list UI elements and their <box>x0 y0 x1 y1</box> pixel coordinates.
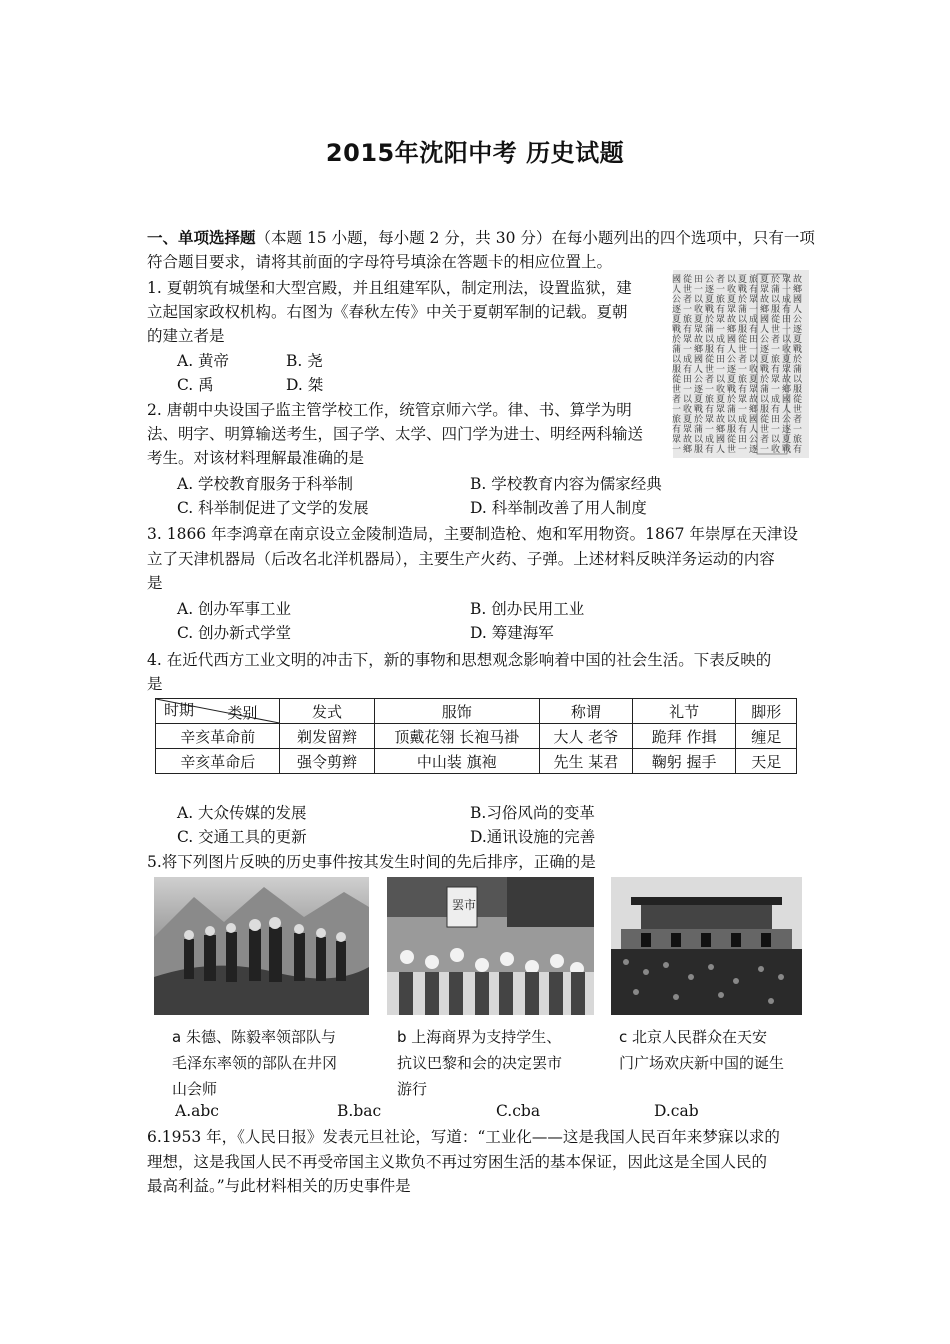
scan-glyph: 逐 <box>694 385 704 395</box>
scan-glyph: 以 <box>782 335 792 345</box>
scan-glyph: 一 <box>705 425 715 435</box>
scan-glyph: 服 <box>705 345 715 355</box>
q3-option-d[interactable]: D. 筹建海军 <box>470 624 554 642</box>
scan-glyph: 人 <box>727 345 737 355</box>
caption-line: 山会师 <box>172 1080 218 1098</box>
q6-stem-line: 6.1953 年，《人民日报》发表元旦社论，写道：“工业化——这是我国人民百年来梦寐以求的 <box>147 1128 780 1146</box>
scan-glyph: 人 <box>749 425 759 435</box>
scan-glyph: 眾 <box>705 415 715 425</box>
scan-glyph: 以 <box>727 275 737 285</box>
scan-glyph: 於 <box>793 355 803 365</box>
scan-glyph: 鄉 <box>694 345 704 355</box>
q1-stem-line: 1. 夏朝筑有城堡和大型宫殿，并且组建军队，制定刑法，设置监狱，建 <box>147 279 632 297</box>
scan-glyph: 鄉 <box>683 445 693 455</box>
scan-glyph: 眾 <box>672 435 682 445</box>
scan-glyph: 者 <box>672 395 682 405</box>
q3-stem-line: 3. 1866 年李鸿章在南京设立金陵制造局，主要制造枪、炮和军用物资。1867 年崇厚在天津设 <box>147 525 798 543</box>
q3-option-a[interactable]: A. 创办军事工业 <box>177 600 292 618</box>
scan-glyph: 國 <box>727 335 737 345</box>
scan-glyph: 世 <box>793 405 803 415</box>
scan-glyph: 有 <box>716 305 726 315</box>
scan-glyph: 從 <box>771 315 781 325</box>
scan-glyph: 一 <box>716 285 726 295</box>
scan-glyph: 者 <box>793 415 803 425</box>
q2-stem-line: 法、明字、明算输送考生，国子学、太学、四门学为进士、明经两科输送 <box>147 425 644 443</box>
table-cell: 天足 <box>736 749 797 774</box>
scan-glyph: 公 <box>793 315 803 325</box>
scan-glyph: 眾 <box>683 425 693 435</box>
table-header-row <box>156 699 797 724</box>
scan-glyph: 世 <box>705 365 715 375</box>
q2-option-c[interactable]: C. 科举制促进了文学的发展 <box>177 499 369 517</box>
caption-line: 抗议巴黎和会的决定罢市 <box>397 1054 563 1072</box>
scan-glyph: 國 <box>782 395 792 405</box>
scan-glyph: 公 <box>672 295 682 305</box>
scan-glyph: 從 <box>672 375 682 385</box>
scan-glyph: 戰 <box>782 445 792 455</box>
scan-glyph: 服 <box>727 425 737 435</box>
scan-glyph: 眾 <box>782 275 792 285</box>
scan-glyph: 夏 <box>705 295 715 305</box>
scan-glyph: 服 <box>771 305 781 315</box>
q1-option-d[interactable]: D. 桀 <box>286 376 324 394</box>
scan-glyph: 服 <box>672 365 682 375</box>
scan-glyph: 國 <box>760 315 770 325</box>
scan-glyph: 夏 <box>727 375 737 385</box>
scan-glyph: 逐 <box>793 325 803 335</box>
scan-glyph: 服 <box>694 445 704 455</box>
scan-glyph: 旅 <box>793 435 803 445</box>
scan-glyph: 以 <box>793 375 803 385</box>
scan-glyph: 旅 <box>716 295 726 305</box>
q1-stem-line: 立起国家政权机构。右图为《春秋左传》中关于夏朝军制的记载。夏朝 <box>147 303 628 321</box>
table-header-cell: 称谓 <box>539 699 632 724</box>
scan-glyph: 一 <box>716 365 726 375</box>
scan-glyph: 有 <box>771 405 781 415</box>
scan-glyph: 收 <box>782 345 792 355</box>
scan-glyph: 以 <box>771 435 781 445</box>
jinggangshan-meeting-photo <box>154 877 369 1015</box>
scan-glyph: 田 <box>683 375 693 385</box>
chunqiu-zuozhuan-scan-image <box>673 270 809 458</box>
scan-glyph: 公 <box>705 275 715 285</box>
scan-glyph: 蒲 <box>672 345 682 355</box>
scan-glyph: 成 <box>705 435 715 445</box>
scan-glyph: 世 <box>672 385 682 395</box>
scan-glyph: 世 <box>738 345 748 355</box>
scan-glyph: 者 <box>683 295 693 305</box>
scan-glyph: 一 <box>683 305 693 315</box>
q6-stem-line: 最高利益。”与此材料相关的历史事件是 <box>147 1177 411 1195</box>
scan-glyph: 旅 <box>749 275 759 285</box>
scan-glyph: 收 <box>727 285 737 295</box>
scan-glyph: 夏 <box>694 395 704 405</box>
scan-glyph: 於 <box>705 315 715 325</box>
scan-glyph: 世 <box>771 325 781 335</box>
scan-glyph: 蒲 <box>727 405 737 415</box>
scan-glyph: 一 <box>672 405 682 415</box>
scan-glyph: 蒲 <box>705 325 715 335</box>
scan-glyph: 世 <box>760 425 770 435</box>
scan-glyph: 鄉 <box>716 425 726 435</box>
q5-option-d[interactable]: D.cab <box>654 1102 699 1120</box>
scan-glyph: 田 <box>738 435 748 445</box>
scan-glyph: 一 <box>782 325 792 335</box>
scan-glyph: 一 <box>793 425 803 435</box>
scan-glyph: 收 <box>716 385 726 395</box>
table-cell: 大人 老爷 <box>539 724 632 749</box>
q6-stem-line: 理想，这是我国人民不再受帝国主义欺负不再过穷困生活的基本保证，因此这是全国人民的 <box>147 1153 768 1171</box>
photo-b-caption <box>397 1024 562 1102</box>
scan-glyph: 於 <box>760 375 770 385</box>
caption-line: a 朱德、陈毅率领部队与 <box>172 1028 336 1046</box>
scan-glyph: 一 <box>771 385 781 395</box>
scan-glyph: 於 <box>694 415 704 425</box>
scan-glyph: 逐 <box>749 445 759 455</box>
scan-glyph: 以 <box>683 395 693 405</box>
scan-glyph: 戰 <box>694 405 704 415</box>
scan-glyph: 一 <box>705 385 715 395</box>
q3-stem-line: 立了天津机器局（后改名北洋机器局），主要生产火药、子弹。上述材料反映洋务运动的内容 <box>147 550 775 568</box>
scan-glyph: 田 <box>716 355 726 365</box>
scan-glyph: 從 <box>727 435 737 445</box>
scan-glyph: 國 <box>672 275 682 285</box>
caption-line: c 北京人民群众在天安 <box>619 1028 768 1046</box>
scan-glyph: 鄉 <box>760 305 770 315</box>
scan-glyph: 蒲 <box>694 425 704 435</box>
scan-glyph: 人 <box>782 405 792 415</box>
customs-table <box>155 698 797 774</box>
scan-glyph: 有 <box>771 365 781 375</box>
scan-glyph: 夏 <box>760 355 770 365</box>
scan-glyph: 戰 <box>760 365 770 375</box>
scan-glyph: 一 <box>694 285 704 295</box>
scan-glyph: 夏 <box>716 395 726 405</box>
scan-glyph: 戰 <box>705 305 715 315</box>
scan-glyph: 夏 <box>672 315 682 325</box>
scan-glyph: 故 <box>782 375 792 385</box>
scan-glyph: 田 <box>694 275 704 285</box>
scan-glyph: 眾 <box>716 405 726 415</box>
q3-stem-line: 是 <box>147 574 163 592</box>
scan-glyph: 成 <box>782 295 792 305</box>
scan-glyph: 成 <box>771 395 781 405</box>
section-heading: 一、单项选择题 <box>147 229 256 247</box>
scan-glyph: 田 <box>782 315 792 325</box>
scan-glyph: 旅 <box>672 415 682 425</box>
scan-glyph: 眾 <box>738 395 748 405</box>
q2-stem-line: 2. 唐朝中央设国子监主管学校工作，统管京师六学。律、书、算学为明 <box>147 401 632 419</box>
scan-glyph: 以 <box>672 355 682 365</box>
scan-glyph: 旅 <box>705 395 715 405</box>
scan-glyph: 人 <box>760 325 770 335</box>
scan-glyph: 成 <box>683 355 693 365</box>
scan-glyph: 收 <box>694 305 704 315</box>
scan-glyph: 眾 <box>727 305 737 315</box>
scan-glyph: 眾 <box>694 325 704 335</box>
scan-glyph: 田 <box>771 415 781 425</box>
scan-glyph: 有 <box>705 445 715 455</box>
scan-glyph: 者 <box>738 355 748 365</box>
table-cell: 鞠躬 握手 <box>632 749 736 774</box>
scan-glyph: 一 <box>683 345 693 355</box>
scan-glyph: 逐 <box>705 285 715 295</box>
scan-glyph: 夏 <box>694 315 704 325</box>
q1-option-c[interactable]: C. 禹 <box>177 376 214 394</box>
scan-glyph: 夏 <box>782 435 792 445</box>
scan-glyph: 人 <box>716 445 726 455</box>
scan-glyph: 一 <box>749 305 759 315</box>
scan-glyph: 以 <box>749 355 759 365</box>
table-period-cell: 辛亥革命前 <box>156 724 280 749</box>
scan-glyph: 一 <box>771 425 781 435</box>
scan-glyph: 逐 <box>727 365 737 375</box>
scan-glyph: 鄉 <box>793 285 803 295</box>
scan-glyph: 有 <box>683 325 693 335</box>
scan-glyph: 逐 <box>760 345 770 355</box>
scan-glyph: 故 <box>793 275 803 285</box>
scan-glyph: 以 <box>694 435 704 445</box>
scan-glyph: 以 <box>738 315 748 325</box>
q5-option-c[interactable]: C.cba <box>496 1102 541 1120</box>
scan-glyph: 有 <box>749 325 759 335</box>
table-cell: 顶戴花翎 长袍马褂 <box>374 724 539 749</box>
scan-glyph: 夏 <box>738 275 748 285</box>
scan-glyph: 戰 <box>727 385 737 395</box>
table-cell: 缠足 <box>736 724 797 749</box>
scan-glyph: 於 <box>738 295 748 305</box>
scan-glyph: 夏 <box>782 355 792 365</box>
table-header-cell: 发式 <box>280 699 374 724</box>
table-cell: 跪拜 作揖 <box>632 724 736 749</box>
q4-option-c[interactable]: C. 交通工具的更新 <box>177 828 307 846</box>
scan-glyph: 一 <box>738 405 748 415</box>
scan-glyph: 於 <box>727 395 737 405</box>
scan-glyph: 以 <box>694 295 704 305</box>
scan-glyph: 一 <box>749 345 759 355</box>
scan-glyph: 眾 <box>749 385 759 395</box>
section-instruction: （本题 15 小题，每小题 2 分，共 30 分）在每小题列出的四个选项中，只有一项 <box>255 229 815 247</box>
scan-glyph: 戰 <box>793 345 803 355</box>
scan-glyph: 國 <box>749 415 759 425</box>
scan-glyph: 夏 <box>749 375 759 385</box>
scan-glyph: 人 <box>672 285 682 295</box>
scan-glyph: 服 <box>793 385 803 395</box>
table-header-cell: 脚形 <box>736 699 797 724</box>
scan-glyph: 國 <box>694 355 704 365</box>
scan-glyph: 旅 <box>771 355 781 365</box>
section-instruction-line2: 符合题目要求，请将其前面的字母符号填涂在答题卡的相应位置上。 <box>147 253 613 271</box>
q5-option-b[interactable]: B.bac <box>337 1102 382 1120</box>
scan-glyph: 國 <box>793 295 803 305</box>
scan-glyph: 成 <box>749 315 759 325</box>
page-title: 2015年沈阳中考 历史试题 <box>325 139 625 167</box>
scan-glyph: 以 <box>705 335 715 345</box>
q2-option-b[interactable]: B. 学校教育内容为儒家经典 <box>470 475 662 493</box>
scan-glyph: 夏 <box>683 415 693 425</box>
scan-glyph: 一 <box>771 345 781 355</box>
q4-option-d[interactable]: D.通讯设施的完善 <box>470 828 596 846</box>
q3-option-c[interactable]: C. 创办新式学堂 <box>177 624 292 642</box>
scan-glyph: 旅 <box>683 315 693 325</box>
scan-glyph: 收 <box>683 405 693 415</box>
scan-glyph: 蒲 <box>793 365 803 375</box>
caption-line: 游行 <box>397 1080 428 1098</box>
scan-glyph: 田 <box>749 335 759 345</box>
scan-glyph: 故 <box>727 315 737 325</box>
scan-glyph: 有 <box>672 425 682 435</box>
table-corner-cell <box>156 699 280 724</box>
caption-line: b 上海商界为支持学生、 <box>397 1028 562 1046</box>
scan-glyph: 有 <box>749 285 759 295</box>
scan-glyph: 蒲 <box>771 285 781 295</box>
scan-glyph: 一 <box>782 285 792 295</box>
q2-option-a[interactable]: A. 学校教育服务于科举制 <box>177 475 354 493</box>
shanghai-strike-photo <box>387 877 594 1015</box>
scan-glyph: 有 <box>738 425 748 435</box>
section-instruction-line1 <box>147 226 815 250</box>
scan-glyph: 服 <box>738 325 748 335</box>
scan-glyph: 一 <box>716 325 726 335</box>
svg-text:罢市: 罢市 <box>452 898 477 912</box>
scan-glyph: 一 <box>683 385 693 395</box>
tiananmen-celebration-photo <box>611 877 802 1015</box>
scan-glyph: 逐 <box>672 305 682 315</box>
q2-option-d[interactable]: D. 科举制改善了用人制度 <box>470 499 647 517</box>
scan-glyph: 眾 <box>771 375 781 385</box>
q4-stem-line: 4. 在近代西方工业文明的冲击下，新的事物和思想观念影响着中国的社会生活。下表反映的 <box>147 651 772 669</box>
scan-glyph: 成 <box>716 335 726 345</box>
scan-glyph: 從 <box>738 335 748 345</box>
table-header-cell: 服饰 <box>374 699 539 724</box>
scan-glyph: 故 <box>760 295 770 305</box>
scan-glyph: 世 <box>683 285 693 295</box>
corner-label-category: 类别 <box>227 704 258 722</box>
table-row <box>156 724 797 749</box>
scan-glyph: 故 <box>694 335 704 345</box>
q3-option-b[interactable]: B. 创办民用工业 <box>470 600 585 618</box>
scan-glyph: 鄉 <box>782 385 792 395</box>
scan-glyph: 夏 <box>793 335 803 345</box>
scan-glyph: 公 <box>749 435 759 445</box>
scan-glyph: 以 <box>727 415 737 425</box>
table-cell: 中山装 旗袍 <box>374 749 539 774</box>
photo-a-caption <box>172 1024 337 1102</box>
scan-glyph: 公 <box>782 415 792 425</box>
q1-option-b[interactable]: B. 尧 <box>286 352 323 370</box>
scan-glyph: 有 <box>782 305 792 315</box>
scan-glyph: 者 <box>716 275 726 285</box>
scan-glyph: 於 <box>771 275 781 285</box>
scan-glyph: 故 <box>716 415 726 425</box>
scan-glyph: 眾 <box>782 365 792 375</box>
photo-c-caption <box>619 1024 784 1076</box>
scan-glyph: 公 <box>760 335 770 345</box>
scan-glyph: 從 <box>705 355 715 365</box>
table-cell: 剃发留辫 <box>280 724 374 749</box>
scan-glyph: 收 <box>771 445 781 455</box>
scan-glyph: 國 <box>716 435 726 445</box>
scan-glyph: 收 <box>749 365 759 375</box>
scan-glyph: 者 <box>705 375 715 385</box>
scan-glyph: 以 <box>716 375 726 385</box>
table-cell: 强令剪辫 <box>280 749 374 774</box>
scan-glyph: 鄉 <box>749 405 759 415</box>
scan-glyph: 蒲 <box>738 305 748 315</box>
scan-glyph: 世 <box>727 445 737 455</box>
scan-glyph: 眾 <box>760 285 770 295</box>
table-header-cell: 礼节 <box>632 699 736 724</box>
scan-glyph: 人 <box>793 305 803 315</box>
q5-option-a[interactable]: A.abc <box>175 1102 219 1120</box>
scan-glyph: 公 <box>727 355 737 365</box>
scan-glyph: 服 <box>760 405 770 415</box>
q5-stem-line: 5.将下列图片反映的历史事件按其发生时间的先后排序，正确的是 <box>147 853 596 871</box>
table-cell: 先生 某君 <box>539 749 632 774</box>
scan-glyph: 夏 <box>760 275 770 285</box>
scan-glyph: 於 <box>672 335 682 345</box>
scan-glyph: 成 <box>738 415 748 425</box>
table-row <box>156 749 797 774</box>
q1-stem-line: 的建立者是 <box>147 327 225 345</box>
scan-glyph: 有 <box>716 345 726 355</box>
caption-line: 门广场欢庆新中国的诞生 <box>619 1054 785 1072</box>
scan-glyph: 有 <box>793 445 803 455</box>
scan-glyph: 以 <box>771 295 781 305</box>
scan-glyph: 鄉 <box>727 325 737 335</box>
scan-glyph: 夏 <box>727 295 737 305</box>
scan-glyph: 蒲 <box>760 385 770 395</box>
scan-glyph: 有 <box>738 385 748 395</box>
scan-glyph: 從 <box>793 395 803 405</box>
scan-glyph: 一 <box>672 445 682 455</box>
scan-glyph: 從 <box>683 275 693 285</box>
scan-glyph: 公 <box>694 375 704 385</box>
q4-stem-line: 是 <box>147 675 163 693</box>
scan-glyph: 戰 <box>738 285 748 295</box>
scan-glyph: 者 <box>760 435 770 445</box>
scan-glyph: 有 <box>683 365 693 375</box>
scan-glyph: 戰 <box>672 325 682 335</box>
scan-glyph: 一 <box>738 445 748 455</box>
scan-glyph: 故 <box>683 435 693 445</box>
table-period-cell: 辛亥革命后 <box>156 749 280 774</box>
q4-option-a[interactable]: A. 大众传媒的发展 <box>177 804 307 822</box>
scan-glyph: 一 <box>738 365 748 375</box>
scan-glyph: 逐 <box>782 425 792 435</box>
scan-glyph: 眾 <box>716 315 726 325</box>
scan-glyph: 從 <box>760 415 770 425</box>
q4-option-b[interactable]: B.习俗风尚的变革 <box>470 804 595 822</box>
scan-glyph: 旅 <box>738 375 748 385</box>
scan-glyph: 眾 <box>683 335 693 345</box>
scan-glyph: 一 <box>760 445 770 455</box>
q1-option-a[interactable]: A. 黄帝 <box>177 352 230 370</box>
corner-label-period: 时期 <box>164 701 195 719</box>
scan-glyph: 人 <box>694 365 704 375</box>
scan-glyph: 眾 <box>749 295 759 305</box>
q2-stem-line: 考生。对该材料理解最准确的是 <box>147 449 365 467</box>
scan-glyph: 者 <box>771 335 781 345</box>
scan-glyph: 有 <box>705 405 715 415</box>
scan-glyph: 以 <box>760 395 770 405</box>
scan-glyph: 故 <box>749 395 759 405</box>
caption-line: 毛泽东率领的部队在井冈 <box>172 1054 338 1072</box>
